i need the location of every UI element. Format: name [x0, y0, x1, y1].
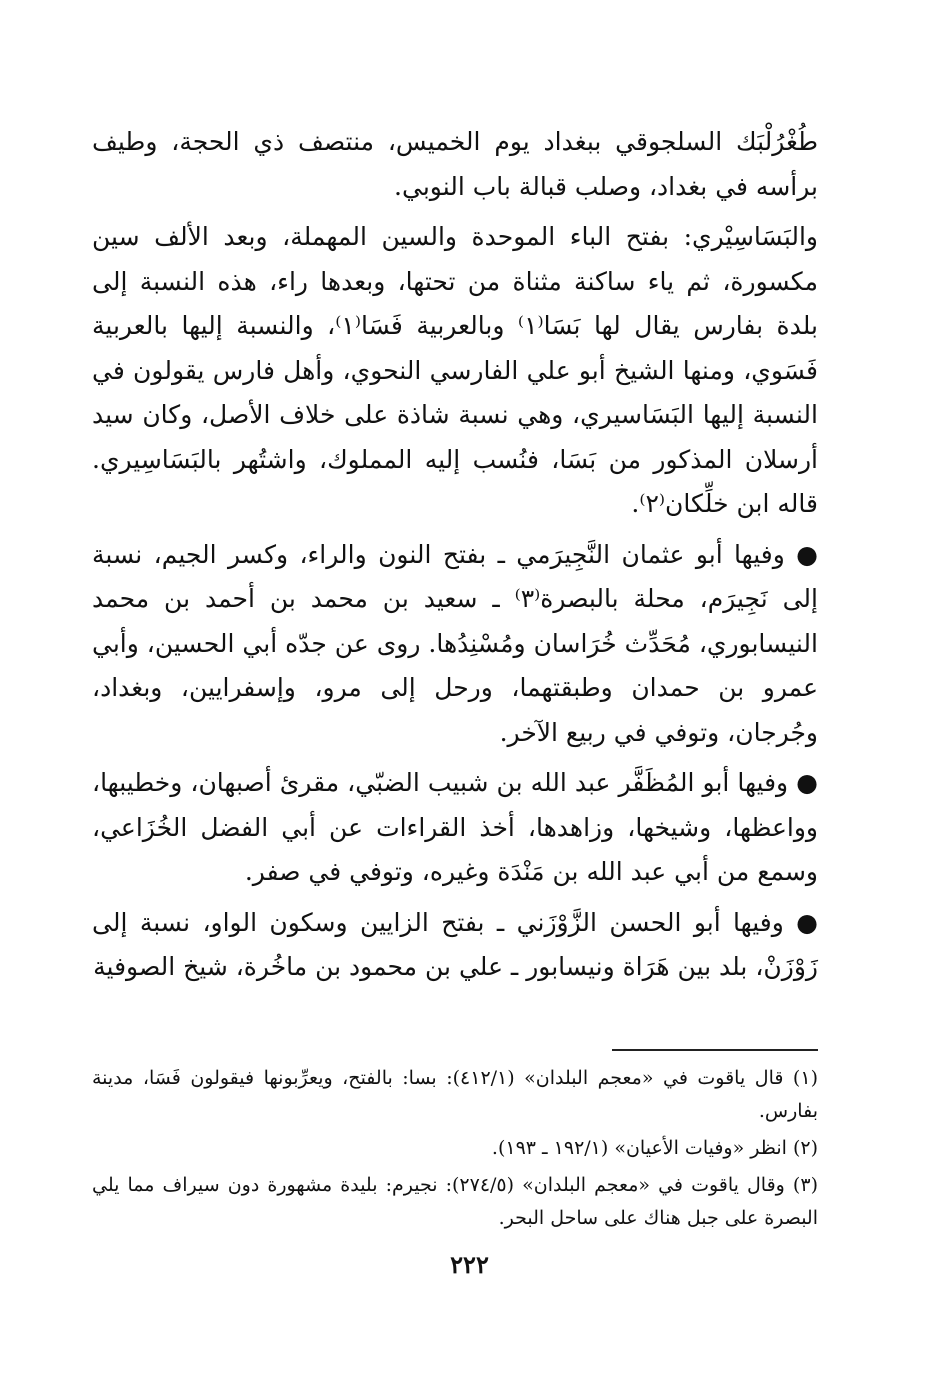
paragraph-1: طُغْرُلْبَك السلجوقي ببغداد يوم الخميس، منتصف ذي الحجة، وطيف برأسه في بغداد، وصلب قبالة باب النوبي. [92, 127, 818, 201]
footnote-3: (٣) وقال ياقوت في «معجم البلدان» (٢٧٤/٥): نجيرم: بليدة مشهورة دون سيراف مما يلي البصرة على جبل هناك على ساحل البحر. [92, 1174, 818, 1229]
footnote-divider [612, 1049, 818, 1051]
footnote-1: (١) قال ياقوت في «معجم البلدان» (٤١٢/١): بسا: بالفتح، ويعرِّبونها فيقولون فَسَا، مدينة بفارس. [92, 1067, 818, 1122]
paragraph-3: ● وفيها أبو عثمان النَّجِيرَمي ـ بفتح النون والراء، وكسر الجيم، نسبة إلى نَجِيرَم، محلة بالبصرة⁽٣⁾ ـ سعيد بن محمد بن أحمد بن محمد النيسابوري، مُحَدِّث خُرَاسان ومُسْنِدُها. روى عن جدّه أبي الحسين، وأبي عمرو بن حمدان وطبقتهما، ورحل إلى مرو، وإسفرايين، وبغداد، وجُرجان، وتوفي في ربيع الآخر. [92, 539, 818, 747]
paragraph-4: ● وفيها أبو المُظَفَّر عبد الله بن شبيب الضبّي، مقرئ أصبهان، وخطيبها، وواعظها، وشيخها، وزاهدها، أخذ القراءات عن أبي الفضل الخُزَاعي، وسمع من أبي عبد الله بن مَنْدَة وغيره، وتوفي في صفر. [92, 768, 818, 886]
footnotes [92, 1062, 818, 1239]
page-number: ٢٢٢ [450, 1250, 489, 1279]
paragraph-5: ● وفيها أبو الحسن الزَّوْزَني ـ بفتح الزايين وسكون الواو، نسبة إلى زَوْزَنْ، بلد بين هَرَاة ونيسابور ـ علي بن محمود بن ماخُرة، شيخ الصوفية [92, 907, 818, 981]
footnote-2: (٢) انظر «وفيات الأعيان» (١٩٢/١ ـ ١٩٣). [491, 1137, 818, 1159]
main-text [92, 120, 818, 996]
paragraph-2: والبَسَاسِيْري: بفتح الباء الموحدة والسين المهملة، وبعد الألف سين مكسورة، ثم ياء ساكنة مثناة من تحتها، وبعدها راء، هذه النسبة إلى بلدة بفارس يقال لها بَسَا⁽١⁾ وبالعربية فَسَا⁽١⁾، والنسبة إليها بالعربية فَسَوي، ومنها الشيخ أبو علي الفارسي النحوي، وأهل فارس يقولون في النسبة إليها البَسَاسيري، وهي نسبة شاذة على خلاف الأصل، وكان سيد أرسلان المذكور من بَسَا، فنُسب إليه المملوك، واشتُهر بالبَسَاسِيري. قاله ابن خلِّكان⁽٢⁾. [92, 222, 818, 518]
